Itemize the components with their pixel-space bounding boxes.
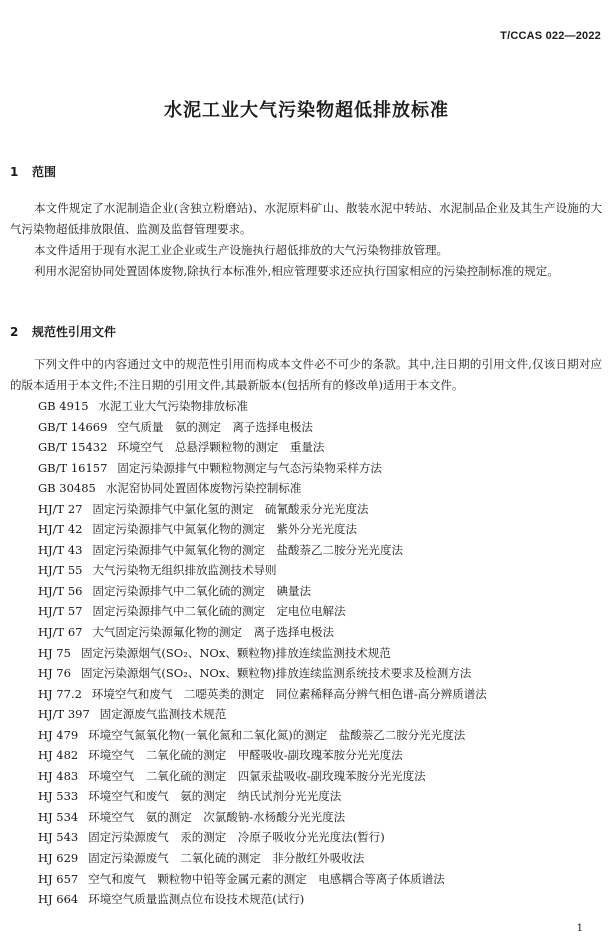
section-2-heading — [10, 323, 116, 340]
reference-title: 大气污染物无组织排放监测技术导则 — [92, 563, 277, 578]
reference-item — [38, 745, 598, 766]
reference-item — [38, 848, 598, 869]
reference-title: 固定污染源排气中氮氧化物的测定 紫外分光光度法 — [92, 522, 357, 537]
reference-item — [38, 581, 598, 602]
section-1-paragraph-3: 利用水泥窑协同处置固体废物,除执行本标准外,相应管理要求还应执行国家相应的污染控制标准的规定。 — [34, 264, 559, 278]
reference-item — [38, 663, 598, 684]
reference-title: 固定污染源排气中氯化氢的测定 硫氰酸汞分光光度法 — [92, 501, 369, 516]
reference-item — [38, 869, 598, 890]
reference-title: 固定污染源废气 二氧化硫的测定 非分散红外吸收法 — [88, 851, 365, 866]
reference-code: GB/T 15432 — [38, 440, 108, 455]
reference-title: 空气和废气 颗粒物中铅等金属元素的测定 电感耦合等离子体质谱法 — [88, 871, 445, 886]
reference-item — [38, 684, 598, 705]
reference-code: HJ 76 — [38, 666, 71, 681]
reference-title: 水泥窑协同处置固体废物污染控制标准 — [105, 481, 302, 496]
reference-title: 环境空气 氨的测定 次氯酸钠-水杨酸分光光度法 — [88, 809, 346, 824]
reference-code: HJ 543 — [38, 830, 79, 845]
reference-item — [38, 704, 598, 725]
section-1-paragraph-1: 本文件规定了水泥制造企业(含独立粉磨站)、水泥原料矿山、散装水泥中转站、水泥制品企业及其生产设施的大气污染物超低排放限值、监测及监督管理要求。 — [10, 201, 602, 236]
reference-title: 空气质量 氨的测定 离子选择电极法 — [117, 419, 313, 434]
section-1-paragraph-2: 本文件适用于现有水泥工业企业或生产设施执行超低排放的大气污染物排放管理。 — [34, 243, 448, 257]
reference-code: HJ 629 — [38, 851, 79, 866]
reference-title: 环境空气和废气 二噁英类的测定 同位素稀释高分辨气相色谱-高分辨质谱法 — [91, 686, 487, 701]
section-2-number: 2 — [10, 325, 19, 339]
section-2-intro: 下列文件中的内容通过文中的规范性引用而构成本文件必不可少的条款。其中,注日期的引用文件,仅该日期对应的版本适用于本文件;不注日期的引用文件,其最新版本(包括所有的修改单)适用于本文件。 — [10, 357, 602, 392]
reference-code: HJ 479 — [38, 727, 79, 742]
reference-code: HJ 75 — [38, 645, 71, 660]
reference-code: HJ 77.2 — [38, 686, 82, 701]
reference-item — [38, 417, 598, 438]
reference-title: 环境空气 二氧化硫的测定 四氯汞盐吸收-副玫瑰苯胺分光光度法 — [88, 768, 426, 783]
reference-title: 环境空气和废气 氨的测定 纳氏试剂分光光度法 — [88, 789, 342, 804]
reference-item — [38, 786, 598, 807]
reference-title: 环境空气 总悬浮颗粒物的测定 重量法 — [117, 440, 325, 455]
reference-item — [38, 807, 598, 828]
reference-code: HJ 482 — [38, 748, 79, 763]
reference-code: HJ 534 — [38, 809, 79, 824]
section-1-title: 范围 — [32, 165, 57, 179]
doc-code: T/CCAS 022—2022 — [500, 30, 601, 42]
reference-title: 固定污染源废气 汞的测定 冷原子吸收分光光度法(暂行) — [88, 830, 385, 845]
page-number: 1 — [576, 923, 583, 934]
reference-code: HJ 657 — [38, 871, 79, 886]
reference-code: GB 30485 — [38, 481, 96, 496]
reference-title: 环境空气 二氧化硫的测定 甲醛吸收-副玫瑰苯胺分光光度法 — [88, 748, 403, 763]
reference-item — [38, 478, 598, 499]
reference-code: HJ/T 57 — [38, 604, 83, 619]
reference-item — [38, 396, 598, 417]
reference-code: GB/T 16157 — [38, 460, 108, 475]
reference-item — [38, 766, 598, 787]
reference-code: GB 4915 — [38, 399, 89, 413]
reference-title: 环境空气质量监测点位布设技术规范(试行) — [88, 892, 305, 907]
reference-item — [38, 601, 598, 622]
reference-code: HJ/T 55 — [38, 563, 83, 578]
reference-code: HJ/T 67 — [38, 625, 83, 640]
reference-title: 固定污染源排气中二氧化硫的测定 碘量法 — [92, 583, 311, 598]
reference-item — [38, 622, 598, 643]
reference-title: 固定源废气监测技术规范 — [99, 707, 227, 722]
reference-title: 大气固定污染源氟化物的测定 离子选择电极法 — [92, 625, 334, 640]
reference-item — [38, 437, 598, 458]
reference-code: HJ/T 397 — [38, 707, 90, 722]
reference-list — [38, 396, 598, 910]
reference-code: HJ 664 — [38, 892, 79, 907]
reference-code: HJ/T 42 — [38, 522, 83, 537]
reference-code: HJ/T 27 — [38, 501, 83, 516]
reference-item — [38, 827, 598, 848]
section-1-heading — [10, 163, 56, 180]
reference-item — [38, 889, 598, 910]
reference-item — [38, 519, 598, 540]
reference-item — [38, 499, 598, 520]
reference-code: HJ/T 56 — [38, 583, 83, 598]
reference-item — [38, 560, 598, 581]
reference-item — [38, 458, 598, 479]
reference-code: HJ 483 — [38, 768, 79, 783]
reference-title: 固定污染源排气中颗粒物测定与气态污染物采样方法 — [117, 460, 382, 475]
reference-title: 固定污染源烟气(SO₂、NOx、颗粒物)排放连续监测技术规范 — [80, 645, 391, 660]
page-title: 水泥工业大气污染物超低排放标准 — [164, 100, 449, 121]
reference-code: HJ 533 — [38, 789, 79, 804]
reference-item — [38, 643, 598, 664]
reference-title: 水泥工业大气污染物排放标准 — [98, 399, 249, 413]
reference-title: 固定污染源烟气(SO₂、NOx、颗粒物)排放连续监测系统技术要求及检测方法 — [80, 666, 472, 681]
reference-item — [38, 725, 598, 746]
section-2-title: 规范性引用文件 — [32, 325, 117, 339]
reference-title: 固定污染源排气中二氧化硫的测定 定电位电解法 — [92, 604, 346, 619]
section-1-number: 1 — [10, 165, 19, 179]
reference-title: 固定污染源排气中氮氧化物的测定 盐酸萘乙二胺分光光度法 — [92, 542, 403, 557]
reference-title: 环境空气氮氧化物(一氧化氮和二氧化氮)的测定 盐酸萘乙二胺分光光度法 — [88, 727, 466, 742]
reference-code: HJ/T 43 — [38, 542, 83, 557]
reference-code: GB/T 14669 — [38, 419, 108, 434]
reference-item — [38, 540, 598, 561]
